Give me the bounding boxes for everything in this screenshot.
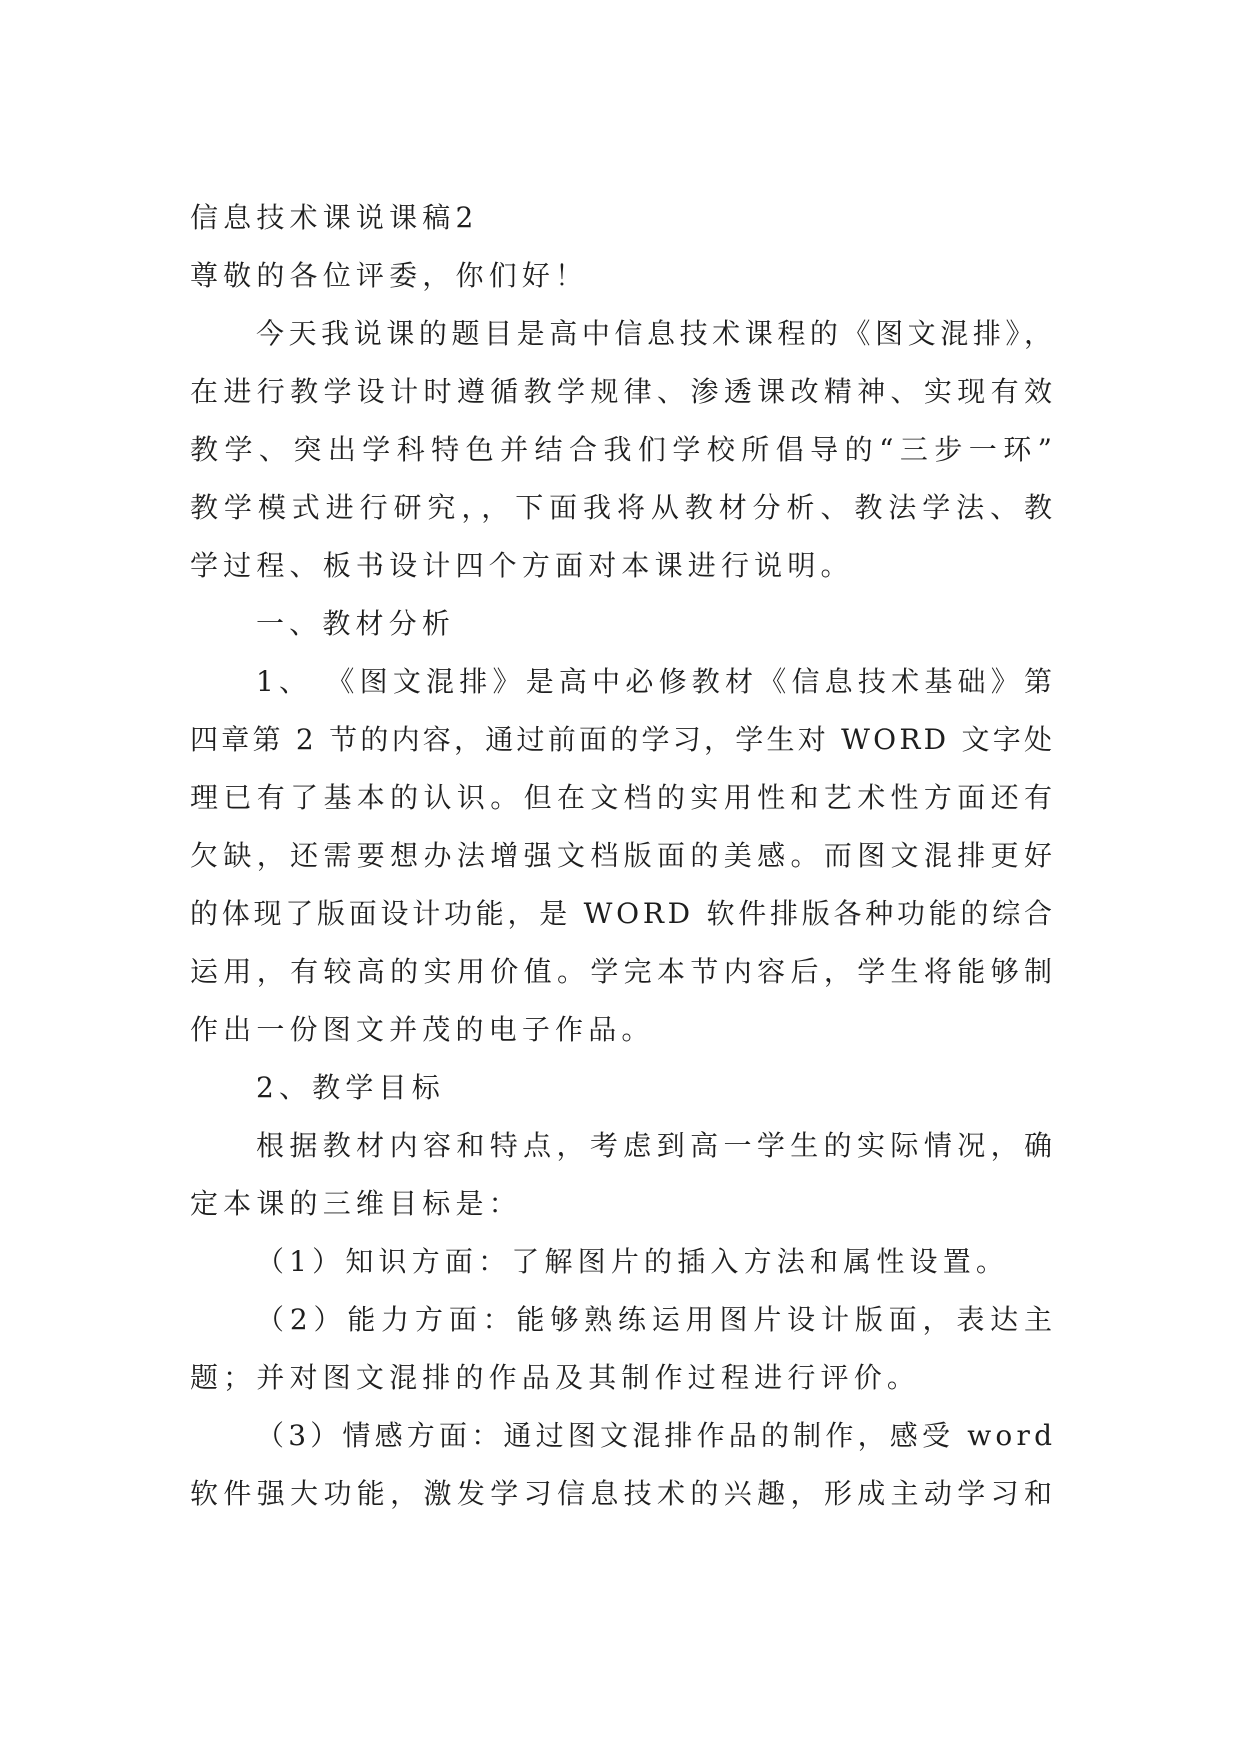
greeting-line: 尊敬的各位评委，你们好！ [190,259,589,292]
paragraph-line: 定本课的三维目标是： [190,1187,522,1220]
paragraph-line: 四章第 2 节的内容，通过前面的学习，学生对 WORD 文字处 [190,723,1056,756]
paragraph-line: 在进行教学设计时遵循教学规律、渗透课改精神、实现有效 [190,375,1058,408]
goal-item-line: （3）情感方面：通过图文混排作品的制作，感受 word [256,1419,1057,1452]
paragraph-line: 教学、突出学科特色并结合我们学校所倡导的“三步一环” [190,433,1059,466]
paragraph-line: 根据教材内容和特点，考虑到高一学生的实际情况，确 [256,1129,1058,1162]
goal-item-line: （2）能力方面：能够熟练运用图片设计版面，表达主 [256,1303,1058,1336]
section-heading: 一、教材分析 [256,607,456,640]
paragraph-line: 欠缺，还需要想办法增强文档版面的美感。而图文混排更好 [190,839,1058,872]
section-heading: 2、教学目标 [256,1071,445,1104]
goal-item-line: 软件强大功能，激发学习信息技术的兴趣，形成主动学习和 [190,1477,1058,1510]
document-title: 信息技术课说课稿2 [190,201,479,234]
paragraph-line: 今天我说课的题目是高中信息技术课程的《图文混排》， [256,317,1057,350]
paragraph-line: 运用，有较高的实用价值。学完本节内容后，学生将能够制 [190,955,1058,988]
paragraph-line: 理已有了基本的认识。但在文档的实用性和艺术性方面还有 [190,781,1058,814]
paragraph-line: 教学模式进行研究，，下面我将从教材分析、教法学法、教 [190,491,1058,524]
paragraph-line: 学过程、板书设计四个方面对本课进行说明。 [190,549,854,582]
paragraph-line: 的体现了版面设计功能，是 WORD 软件排版各种功能的综合 [190,897,1056,930]
goal-item-line: （1）知识方面：了解图片的插入方法和属性设置。 [256,1245,1010,1278]
goal-item-line: 题；并对图文混排的作品及其制作过程进行评价。 [190,1361,921,1394]
paragraph-line: 作出一份图文并茂的电子作品。 [190,1013,655,1046]
paragraph-line: 1、 《图文混排》是高中必修教材《信息技术基础》第 [256,665,1058,698]
